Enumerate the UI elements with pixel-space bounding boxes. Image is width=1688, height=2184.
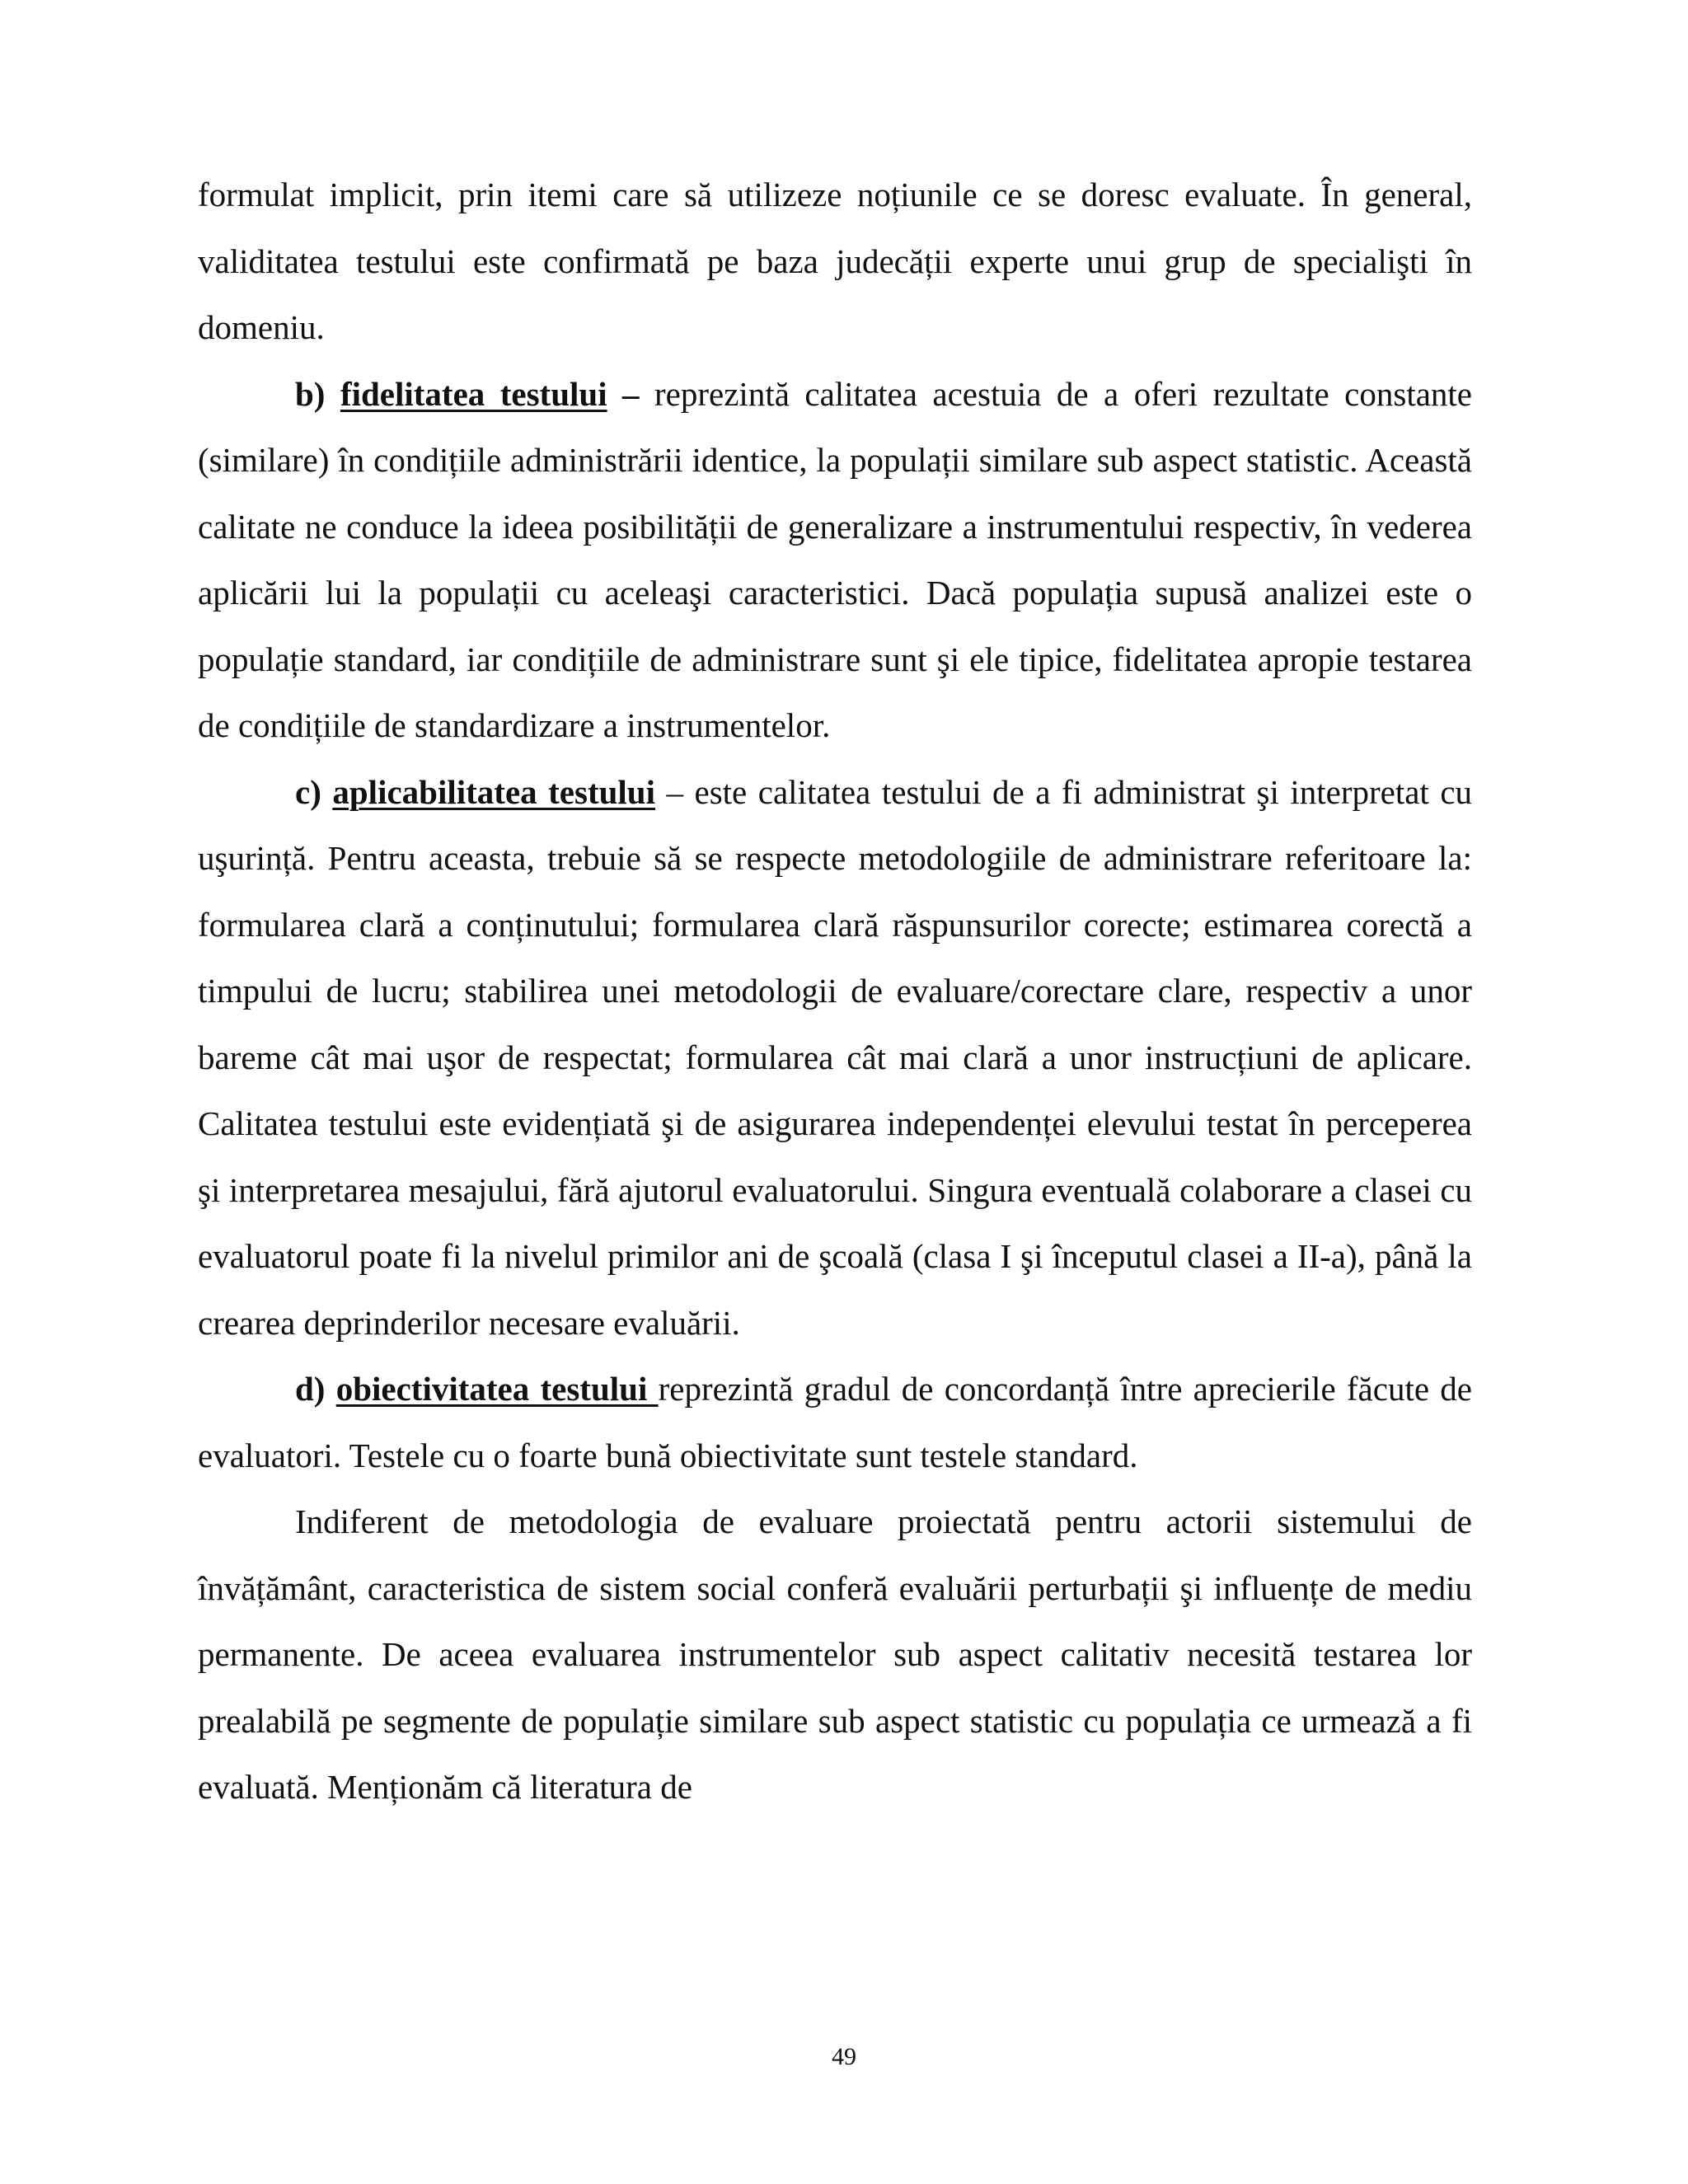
term-dash: – xyxy=(607,374,655,413)
paragraph-objectivity xyxy=(198,1356,1472,1488)
term-objectivity: obiectivitatea testului xyxy=(335,1370,659,1408)
item-label-c: c) xyxy=(295,772,333,811)
term-applicability: aplicabilitatea testului xyxy=(332,772,655,811)
objectivity-text: reprezintă gradul de concordanță între aprecierile făcute de evaluatori. Testele cu o foarte bună obiectivitate sunt testele standard. xyxy=(198,1370,1472,1474)
paragraph-fidelity xyxy=(198,361,1472,759)
document-page xyxy=(198,162,1472,1821)
page-number: 49 xyxy=(832,2043,856,2070)
item-label-b: b) xyxy=(295,374,340,413)
term-fidelity: fidelitatea testului xyxy=(340,374,607,413)
item-label-d: d) xyxy=(295,1370,336,1408)
fidelity-text: reprezintă calitatea acestuia de a oferi rezultate constante (similare) în condițiile administrării identice, la populații similare sub aspect statistic. Această calitate ne conduce la ideea posibilității de generalizare a instrumentului respectiv, în vederea aplicării lui la populații cu aceleaşi caracteristici. Dacă populația supusă analizei este o populație standard, iar condițiile de administrare sunt şi ele tipice, fidelitatea apropie testarea de condițiile de standardizare a instrumentelor. xyxy=(198,374,1473,744)
paragraph-evaluation-methodology: Indiferent de metodologia de evaluare proiectată pentru actorii sistemului de învățământ, caracteristica de sistem social conferă evaluării perturbații şi influențe de mediu permanente. De aceea evaluarea instrumentelor sub aspect calitativ necesită testarea lor prealabilă pe segmente de populație similare sub aspect statistic cu populația ce urmează a fi evaluată. Menționăm că literatura de xyxy=(198,1502,1472,1806)
applicability-text: – este calitatea testului de a fi administrat şi interpretat cu uşurință. Pentru aceasta, trebuie să se respecte metodologiile de administrare referitoare la: formularea clară a conținutului; formularea clară răspunsurilor corecte; estimarea corectă a timpului de lucru; stabilirea unei metodologii de evaluare/corectare clare, respectiv a unor bareme cât mai uşor de respectat; formularea cât mai clară a unor instrucțiuni de aplicare. Calitatea testului este evidențiată şi de asigurarea independenței elevului testat în perceperea şi interpretarea mesajului, fără ajutorul evaluatorului. Singura eventuală colaborare a clasei cu evaluatorul poate fi la nivelul primilor ani de şcoală (clasa I şi începutul clasei a II-a), până la crearea deprinderilor necesare evaluării. xyxy=(198,772,1473,1342)
paragraph-validity-continuation: formulat implicit, prin itemi care să utilizeze noțiunile ce se doresc evaluate. În general, validitatea testului este confirmată pe baza judecății experte unui grup de specialişti în domeniu. xyxy=(198,176,1472,346)
paragraph-applicability xyxy=(198,759,1472,1357)
